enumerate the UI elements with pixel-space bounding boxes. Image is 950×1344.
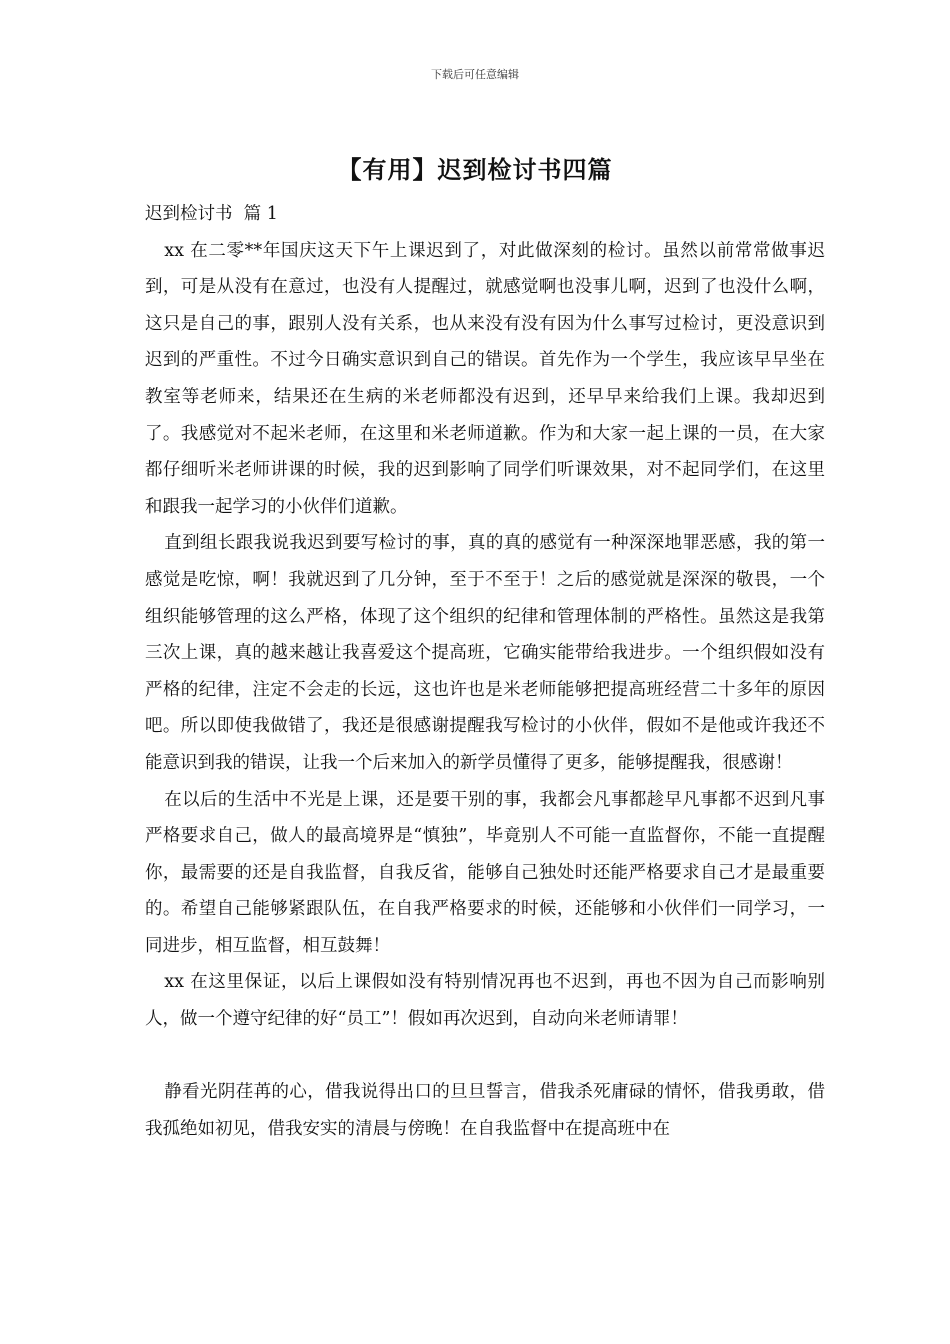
header-note: 下载后可任意编辑 [431,68,519,81]
paragraph: xx 在这里保证，以后上课假如没有特别情况再也不迟到，再也不因为自己而影响别人，做一个遵守纪律的好“员工”！假如再次迟到，自动向米老师请罪！ [145,972,825,1030]
paragraph: xx 在二零**年国庆这天下午上课迟到了，对此做深刻的检讨。虽然以前常常做事迟到，可是从没有在意过，也没有人提醒过，就感觉啊也没事儿啊，迟到了也没什么啊，这只是自己的事，跟别人没有关系，也从来没有没有因为什么事写过检讨，更没意识到迟到的严重性。不过今日确实意识到自己的错误。首先作为一个学生，我应该早早坐在教室等老师来，结果还在生病的米老师都没有迟到，还早早来给我们上课。我却迟到了。我感觉对不起米老师，在这里和米老师道歉。作为和大家一起上课的一员，在大家都仔细听米老师讲课的时候，我的迟到影响了同学们听课效果，对不起同学们，在这里和跟我一起学习的小伙伴们道歉。 [145,240,825,517]
paragraph: 静看光阴荏苒的心，借我说得出口的旦旦誓言，借我杀死庸碌的情怀，借我勇敢，借我孤绝如初见，借我安实的清晨与傍晚！在自我监督中在提高班中在 [145,1082,825,1139]
paragraph: 在以后的生活中不光是上课，还是要干别的事，我都会凡事都趁早凡事都不迟到凡事严格要求自己，做人的最高境界是“慎独”，毕竟别人不可能一直监督你，不能一直提醒你，最需要的还是自我监督，自我反省，能够自己独处时还能严格要求自己才是最重要的。希望自己能够紧跟队伍，在自我严格要求的时候，还能够和小伙伴们一同学习，一同进步，相互监督，相互鼓舞！ [145,789,825,956]
document-title: 【有用】迟到检讨书四篇 [337,156,613,184]
blank-line [145,1038,825,1075]
document-body [145,196,825,1147]
paragraph: 直到组长跟我说我迟到要写检讨的事，真的真的感觉有一种深深地罪恶感，我的第一感觉是吃惊，啊！我就迟到了几分钟，至于不至于！之后的感觉就是深深的敬畏，一个组织能够管理的这么严格，体现了这个组织的纪律和管理体制的严格性。虽然这是我第三次上课，真的越来越让我喜爱这个提高班，它确实能带给我进步。一个组织假如没有严格的纪律，注定不会走的长远，这也许也是米老师能够把提高班经营二十多年的原因吧。所以即使我做错了，我还是很感谢提醒我写检讨的小伙伴，假如不是他或许我还不能意识到我的错误，让我一个后来加入的新学员懂得了更多，能够提醒我，很感谢！ [145,533,825,773]
section-subtitle: 迟到检讨书 篇 1 [145,204,278,224]
